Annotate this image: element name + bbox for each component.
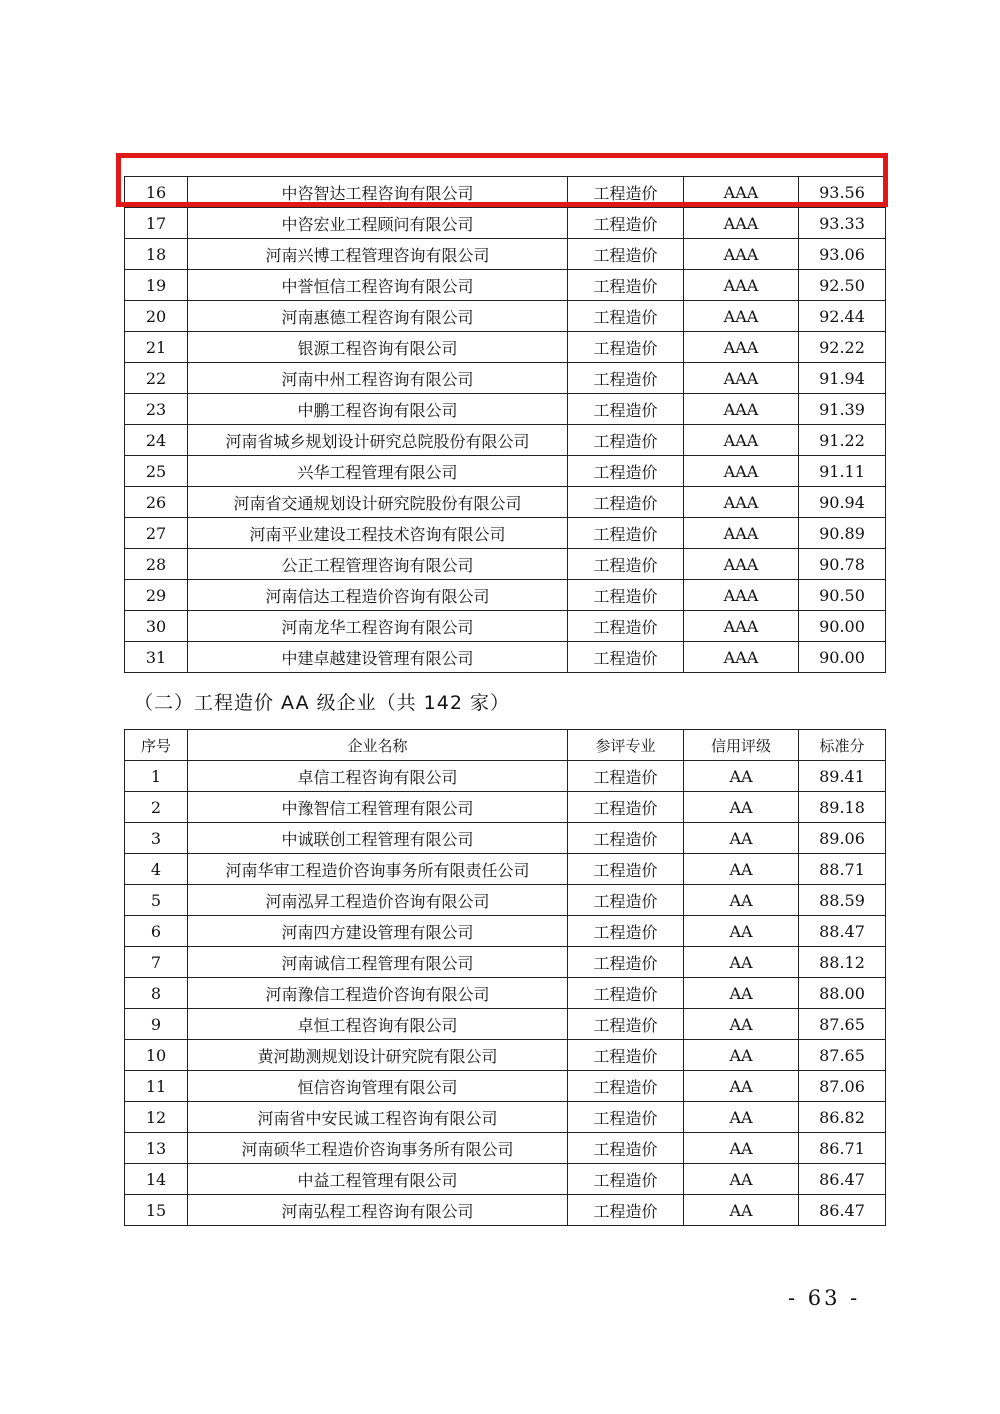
- table-row: [125, 611, 886, 642]
- company-name-cell: 河南省中安民诚工程咨询有限公司: [188, 1102, 568, 1133]
- table-row: [125, 394, 886, 425]
- table-row: [125, 1102, 886, 1133]
- company-name-cell: 河南中州工程咨询有限公司: [188, 363, 568, 394]
- table-row: [125, 823, 886, 854]
- header-standard-score: 标准分: [799, 730, 886, 761]
- company-name-cell: 河南平业建设工程技术咨询有限公司: [188, 518, 568, 549]
- table-row: [125, 761, 886, 792]
- credit-rating-cell: AAA: [684, 487, 799, 518]
- company-name-cell: 中益工程管理有限公司: [188, 1164, 568, 1195]
- serial-number-cell: 27: [125, 518, 188, 549]
- specialty-cell: 工程造价: [568, 978, 684, 1009]
- credit-rating-cell: AA: [684, 1071, 799, 1102]
- specialty-cell: 工程造价: [568, 792, 684, 823]
- specialty-cell: 工程造价: [568, 177, 684, 208]
- table-row: [125, 270, 886, 301]
- serial-number-cell: 8: [125, 978, 188, 1009]
- highlight-box: [116, 153, 888, 207]
- serial-number-cell: 21: [125, 332, 188, 363]
- specialty-cell: 工程造价: [568, 823, 684, 854]
- standard-score-cell: 90.78: [799, 549, 886, 580]
- table-row: [125, 456, 886, 487]
- company-name-cell: 河南四方建设管理有限公司: [188, 916, 568, 947]
- specialty-cell: 工程造价: [568, 1009, 684, 1040]
- credit-rating-cell: AAA: [684, 456, 799, 487]
- company-name-cell: 中建卓越建设管理有限公司: [188, 642, 568, 673]
- specialty-cell: 工程造价: [568, 1195, 684, 1226]
- company-name-cell: 银源工程咨询有限公司: [188, 332, 568, 363]
- standard-score-cell: 86.47: [799, 1164, 886, 1195]
- specialty-cell: 工程造价: [568, 580, 684, 611]
- section-heading: （二）工程造价 AA 级企业（共 142 家）: [134, 692, 510, 714]
- specialty-cell: 工程造价: [568, 947, 684, 978]
- header-row: [125, 730, 886, 761]
- standard-score-cell: 91.39: [799, 394, 886, 425]
- specialty-cell: 工程造价: [568, 518, 684, 549]
- company-name-cell: 河南豫信工程造价咨询有限公司: [188, 978, 568, 1009]
- credit-rating-cell: AA: [684, 885, 799, 916]
- serial-number-cell: 24: [125, 425, 188, 456]
- standard-score-cell: 91.94: [799, 363, 886, 394]
- header-serial-number: 序号: [125, 730, 188, 761]
- credit-rating-cell: AAA: [684, 239, 799, 270]
- specialty-cell: 工程造价: [568, 332, 684, 363]
- specialty-cell: 工程造价: [568, 270, 684, 301]
- serial-number-cell: 17: [125, 208, 188, 239]
- company-name-cell: 公正工程管理咨询有限公司: [188, 549, 568, 580]
- company-name-cell: 河南兴博工程管理咨询有限公司: [188, 239, 568, 270]
- company-name-cell: 恒信咨询管理有限公司: [188, 1071, 568, 1102]
- specialty-cell: 工程造价: [568, 1164, 684, 1195]
- table-row: [125, 885, 886, 916]
- credit-rating-cell: AA: [684, 1009, 799, 1040]
- table-row: [125, 239, 886, 270]
- serial-number-cell: 10: [125, 1040, 188, 1071]
- standard-score-cell: 86.82: [799, 1102, 886, 1133]
- table-row: [125, 916, 886, 947]
- standard-score-cell: 93.56: [799, 177, 886, 208]
- credit-rating-cell: AA: [684, 761, 799, 792]
- serial-number-cell: 12: [125, 1102, 188, 1133]
- specialty-cell: 工程造价: [568, 761, 684, 792]
- company-name-cell: 河南惠德工程咨询有限公司: [188, 301, 568, 332]
- specialty-cell: 工程造价: [568, 885, 684, 916]
- table-row: [125, 208, 886, 239]
- serial-number-cell: 11: [125, 1071, 188, 1102]
- specialty-cell: 工程造价: [568, 456, 684, 487]
- header-specialty: 参评专业: [568, 730, 684, 761]
- credit-rating-cell: AAA: [684, 642, 799, 673]
- credit-rating-cell: AA: [684, 792, 799, 823]
- aaa-table-body: [125, 177, 886, 673]
- credit-rating-cell: AA: [684, 1102, 799, 1133]
- standard-score-cell: 93.33: [799, 208, 886, 239]
- credit-rating-cell: AA: [684, 1040, 799, 1071]
- specialty-cell: 工程造价: [568, 1071, 684, 1102]
- table-row: [125, 301, 886, 332]
- table-row: [125, 1009, 886, 1040]
- table-row: [125, 1195, 886, 1226]
- standard-score-cell: 88.12: [799, 947, 886, 978]
- standard-score-cell: 86.71: [799, 1133, 886, 1164]
- table-row: [125, 947, 886, 978]
- company-name-cell: 河南省交通规划设计研究院股份有限公司: [188, 487, 568, 518]
- page-number: - 63 -: [788, 1286, 861, 1310]
- credit-rating-cell: AA: [684, 978, 799, 1009]
- credit-rating-cell: AA: [684, 947, 799, 978]
- company-name-cell: 河南省城乡规划设计研究总院股份有限公司: [188, 425, 568, 456]
- table-row: [125, 1133, 886, 1164]
- credit-rating-cell: AAA: [684, 549, 799, 580]
- credit-rating-cell: AA: [684, 854, 799, 885]
- table-row: [125, 549, 886, 580]
- serial-number-cell: 26: [125, 487, 188, 518]
- specialty-cell: 工程造价: [568, 239, 684, 270]
- table-row: [125, 642, 886, 673]
- standard-score-cell: 86.47: [799, 1195, 886, 1226]
- table-row: [125, 580, 886, 611]
- credit-rating-cell: AA: [684, 1133, 799, 1164]
- company-name-cell: 卓信工程咨询有限公司: [188, 761, 568, 792]
- company-name-cell: 中诚联创工程管理有限公司: [188, 823, 568, 854]
- specialty-cell: 工程造价: [568, 1102, 684, 1133]
- serial-number-cell: 22: [125, 363, 188, 394]
- serial-number-cell: 16: [125, 177, 188, 208]
- company-name-cell: 中誉恒信工程咨询有限公司: [188, 270, 568, 301]
- standard-score-cell: 90.89: [799, 518, 886, 549]
- serial-number-cell: 15: [125, 1195, 188, 1226]
- serial-number-cell: 2: [125, 792, 188, 823]
- standard-score-cell: 90.00: [799, 642, 886, 673]
- specialty-cell: 工程造价: [568, 363, 684, 394]
- table-row: [125, 792, 886, 823]
- specialty-cell: 工程造价: [568, 854, 684, 885]
- credit-rating-cell: AAA: [684, 270, 799, 301]
- table-row: [125, 425, 886, 456]
- credit-rating-cell: AAA: [684, 208, 799, 239]
- table-row: [125, 978, 886, 1009]
- standard-score-cell: 88.59: [799, 885, 886, 916]
- aaa-enterprise-table: [124, 176, 886, 673]
- credit-rating-cell: AAA: [684, 425, 799, 456]
- company-name-cell: 河南华审工程造价咨询事务所有限责任公司: [188, 854, 568, 885]
- standard-score-cell: 89.41: [799, 761, 886, 792]
- specialty-cell: 工程造价: [568, 549, 684, 580]
- company-name-cell: 中咨宏业工程顾问有限公司: [188, 208, 568, 239]
- company-name-cell: 河南诚信工程管理有限公司: [188, 947, 568, 978]
- table-row: [125, 518, 886, 549]
- credit-rating-cell: AAA: [684, 332, 799, 363]
- standard-score-cell: 93.06: [799, 239, 886, 270]
- serial-number-cell: 23: [125, 394, 188, 425]
- specialty-cell: 工程造价: [568, 642, 684, 673]
- table-row: [125, 487, 886, 518]
- standard-score-cell: 92.22: [799, 332, 886, 363]
- serial-number-cell: 6: [125, 916, 188, 947]
- credit-rating-cell: AA: [684, 1164, 799, 1195]
- table-row: [125, 1071, 886, 1102]
- serial-number-cell: 31: [125, 642, 188, 673]
- serial-number-cell: 28: [125, 549, 188, 580]
- serial-number-cell: 5: [125, 885, 188, 916]
- credit-rating-cell: AAA: [684, 363, 799, 394]
- company-name-cell: 兴华工程管理有限公司: [188, 456, 568, 487]
- company-name-cell: 河南信达工程造价咨询有限公司: [188, 580, 568, 611]
- serial-number-cell: 13: [125, 1133, 188, 1164]
- standard-score-cell: 88.47: [799, 916, 886, 947]
- specialty-cell: 工程造价: [568, 611, 684, 642]
- serial-number-cell: 19: [125, 270, 188, 301]
- standard-score-cell: 91.11: [799, 456, 886, 487]
- serial-number-cell: 1: [125, 761, 188, 792]
- specialty-cell: 工程造价: [568, 1040, 684, 1071]
- aa-table-body: [125, 761, 886, 1226]
- standard-score-cell: 89.18: [799, 792, 886, 823]
- credit-rating-cell: AAA: [684, 177, 799, 208]
- credit-rating-cell: AA: [684, 916, 799, 947]
- standard-score-cell: 87.06: [799, 1071, 886, 1102]
- standard-score-cell: 92.44: [799, 301, 886, 332]
- credit-rating-cell: AA: [684, 823, 799, 854]
- header-company-name: 企业名称: [188, 730, 568, 761]
- credit-rating-cell: AA: [684, 1195, 799, 1226]
- serial-number-cell: 29: [125, 580, 188, 611]
- company-name-cell: 河南龙华工程咨询有限公司: [188, 611, 568, 642]
- serial-number-cell: 7: [125, 947, 188, 978]
- credit-rating-cell: AAA: [684, 518, 799, 549]
- specialty-cell: 工程造价: [568, 208, 684, 239]
- aa-enterprise-table: [124, 729, 886, 1226]
- serial-number-cell: 3: [125, 823, 188, 854]
- company-name-cell: 中豫智信工程管理有限公司: [188, 792, 568, 823]
- company-name-cell: 卓恒工程咨询有限公司: [188, 1009, 568, 1040]
- company-name-cell: 河南弘程工程咨询有限公司: [188, 1195, 568, 1226]
- serial-number-cell: 14: [125, 1164, 188, 1195]
- credit-rating-cell: AAA: [684, 301, 799, 332]
- standard-score-cell: 87.65: [799, 1009, 886, 1040]
- serial-number-cell: 25: [125, 456, 188, 487]
- serial-number-cell: 20: [125, 301, 188, 332]
- company-name-cell: 中鹏工程咨询有限公司: [188, 394, 568, 425]
- standard-score-cell: 90.50: [799, 580, 886, 611]
- company-name-cell: 黄河勘测规划设计研究院有限公司: [188, 1040, 568, 1071]
- credit-rating-cell: AAA: [684, 580, 799, 611]
- serial-number-cell: 4: [125, 854, 188, 885]
- standard-score-cell: 92.50: [799, 270, 886, 301]
- specialty-cell: 工程造价: [568, 916, 684, 947]
- specialty-cell: 工程造价: [568, 425, 684, 456]
- table-row: [125, 1040, 886, 1071]
- specialty-cell: 工程造价: [568, 394, 684, 425]
- standard-score-cell: 88.00: [799, 978, 886, 1009]
- company-name-cell: 中咨智达工程咨询有限公司: [188, 177, 568, 208]
- serial-number-cell: 30: [125, 611, 188, 642]
- table-row: [125, 1164, 886, 1195]
- credit-rating-cell: AAA: [684, 394, 799, 425]
- standard-score-cell: 90.94: [799, 487, 886, 518]
- table-row: [125, 854, 886, 885]
- standard-score-cell: 87.65: [799, 1040, 886, 1071]
- specialty-cell: 工程造价: [568, 301, 684, 332]
- header-credit-rating: 信用评级: [684, 730, 799, 761]
- standard-score-cell: 89.06: [799, 823, 886, 854]
- credit-rating-cell: AAA: [684, 611, 799, 642]
- standard-score-cell: 88.71: [799, 854, 886, 885]
- table-row: [125, 363, 886, 394]
- company-name-cell: 河南泓昇工程造价咨询有限公司: [188, 885, 568, 916]
- specialty-cell: 工程造价: [568, 487, 684, 518]
- serial-number-cell: 18: [125, 239, 188, 270]
- standard-score-cell: 91.22: [799, 425, 886, 456]
- serial-number-cell: 9: [125, 1009, 188, 1040]
- specialty-cell: 工程造价: [568, 1133, 684, 1164]
- aa-table-header: [125, 730, 886, 761]
- standard-score-cell: 90.00: [799, 611, 886, 642]
- table-row: [125, 332, 886, 363]
- company-name-cell: 河南硕华工程造价咨询事务所有限公司: [188, 1133, 568, 1164]
